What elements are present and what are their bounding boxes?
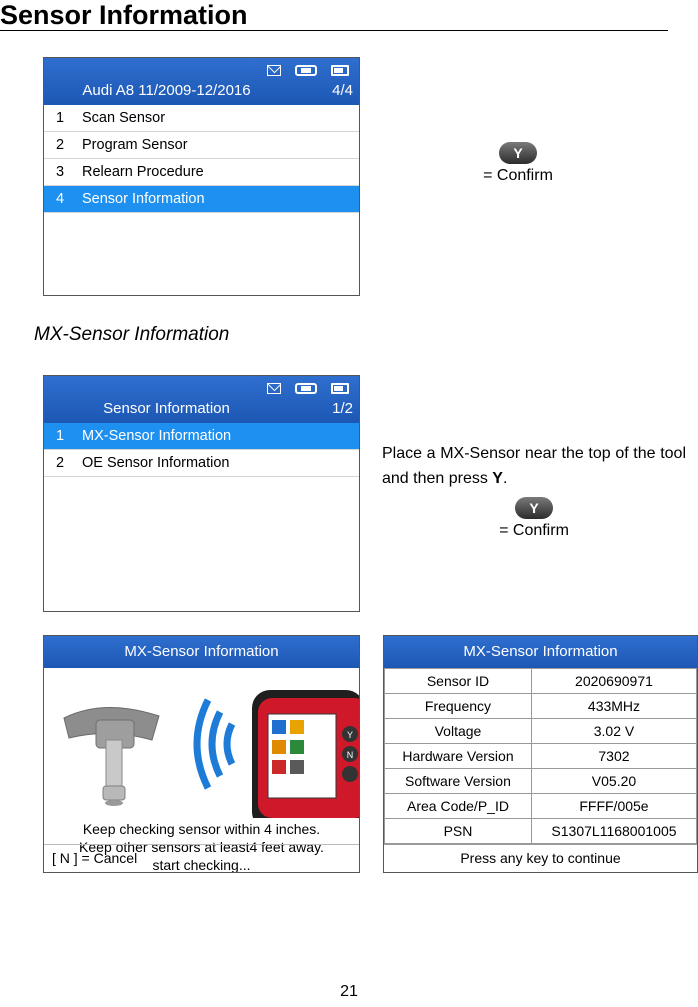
table-row: Frequency 433MHz	[385, 694, 697, 719]
wireless-signal-icon	[197, 700, 232, 788]
confirm-hint	[484, 497, 584, 540]
tpms-tool-icon	[252, 690, 359, 818]
tool-n-button: N	[346, 750, 354, 760]
screen-header	[44, 58, 359, 105]
mail-icon	[267, 65, 281, 76]
mx-sensor-result-screen	[383, 635, 698, 873]
menu-item-relearn-procedure[interactable]: 3 Relearn Procedure	[44, 159, 359, 186]
page-title: Sensor Information	[0, 0, 248, 30]
vci-connection-icon	[295, 65, 317, 76]
menu-item-program-sensor[interactable]: 2 Program Sensor	[44, 132, 359, 159]
sensor-scan-illustration	[44, 668, 359, 818]
screen-title: MX-Sensor Information	[44, 636, 359, 668]
menu-item-scan-sensor[interactable]: 1 Scan Sensor	[44, 105, 359, 132]
mx-sensor-scan-screen	[43, 635, 360, 873]
sensor-info-table	[384, 668, 697, 844]
screen-title: Sensor Information	[103, 400, 230, 417]
status-icons	[267, 63, 349, 77]
tpms-sensor-icon	[64, 707, 159, 806]
screen-title: Audi A8 11/2009-12/2016	[82, 82, 251, 99]
cancel-hint[interactable]: [ N ] = Cancel	[44, 844, 359, 872]
confirm-text: = Confirm	[499, 522, 569, 539]
table-row: Voltage 3.02 V	[385, 719, 697, 744]
table-row: Software Version V05.20	[385, 769, 697, 794]
battery-icon	[331, 65, 349, 76]
title-divider	[0, 30, 668, 31]
confirm-hint	[468, 142, 568, 185]
table-row: PSN S1307L1168001005	[385, 819, 697, 844]
y-key-icon: Y	[499, 142, 537, 164]
table-row: Hardware Version 7302	[385, 744, 697, 769]
table-row: Sensor ID 2020690971	[385, 669, 697, 694]
y-key-icon: Y	[515, 497, 553, 519]
screen-title: MX-Sensor Information	[384, 636, 697, 668]
vci-connection-icon	[295, 383, 317, 394]
status-icons	[267, 381, 349, 395]
instruction-key: Y	[492, 470, 503, 487]
screen-header	[44, 376, 359, 423]
section-heading: MX-Sensor Information	[34, 324, 230, 345]
page-indicator: 4/4	[332, 82, 353, 99]
page-indicator: 1/2	[332, 400, 353, 417]
continue-hint[interactable]: Press any key to continue	[384, 844, 697, 871]
menu-item-sensor-information[interactable]: 4 Sensor Information	[44, 186, 359, 213]
sensor-information-screen	[43, 375, 360, 612]
confirm-text: = Confirm	[483, 167, 553, 184]
vehicle-menu-screen	[43, 57, 360, 296]
menu-item-oe-sensor-information[interactable]: 2 OE Sensor Information	[44, 450, 359, 477]
battery-icon	[331, 383, 349, 394]
page-number: 21	[340, 983, 358, 1000]
mail-icon	[267, 383, 281, 394]
table-row: Area Code/P_ID FFFF/005e	[385, 794, 697, 819]
tool-y-button: Y	[346, 730, 354, 740]
scan-instructions: Keep checking sensor within 4 inches. Keep other sensors at least4 feet away. start checking...	[79, 821, 324, 873]
instruction-text: Place a MX-Sensor near the top of the tool and then press Y.	[382, 445, 686, 487]
menu-item-mx-sensor-information[interactable]: 1 MX-Sensor Information	[44, 423, 359, 450]
scan-illustration	[44, 668, 359, 873]
